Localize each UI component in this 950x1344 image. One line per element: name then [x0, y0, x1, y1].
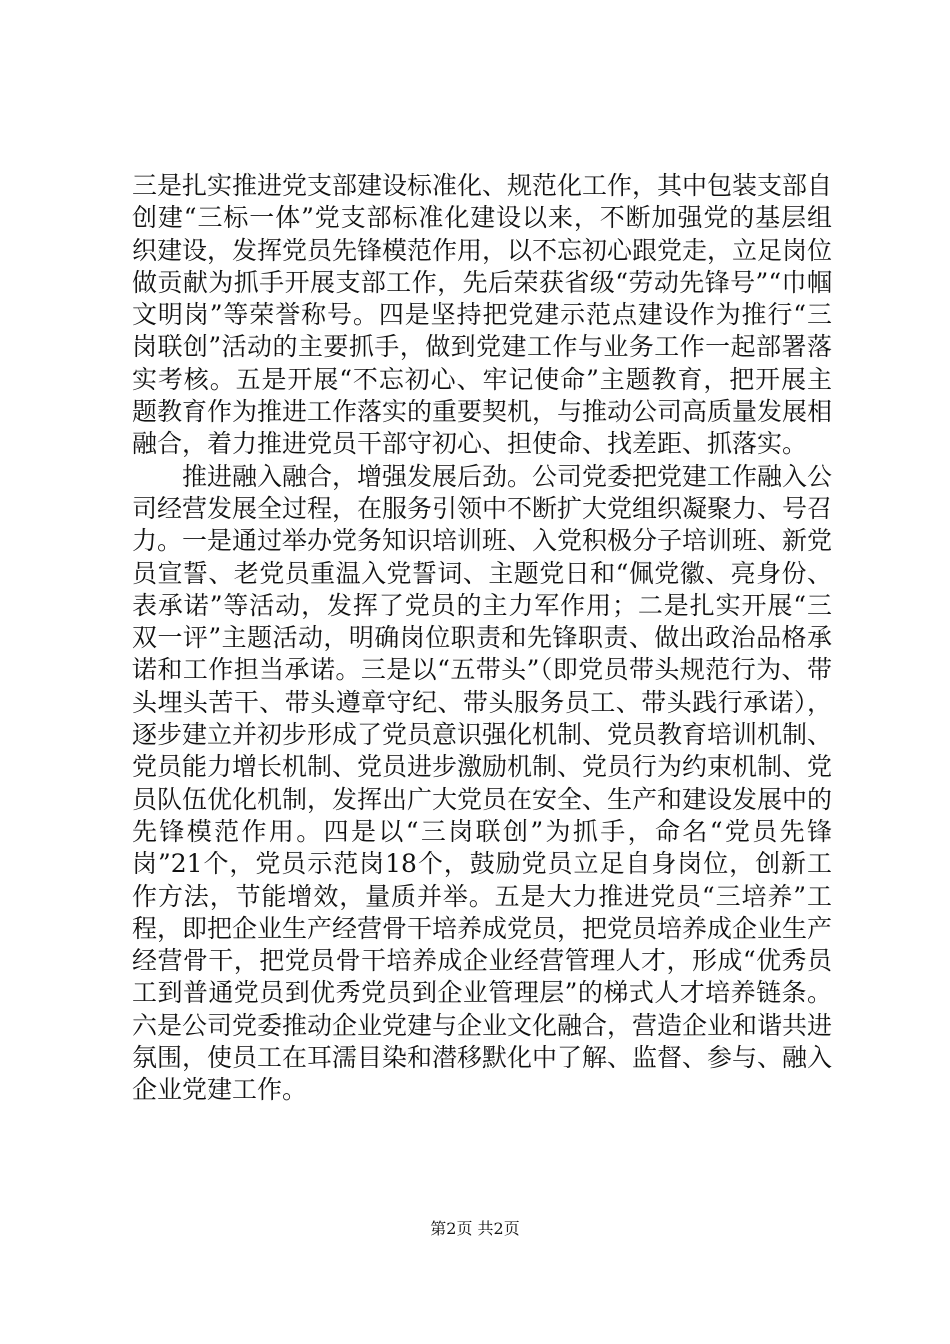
paragraph-continuation: 三是扎实推进党支部建设标准化、规范化工作，其中包装支部自创建“三标一体”党支部标准化建设以来，不断加强党的基层组织建设，发挥党员先锋模范作用，以不忘初心跟党走，立足岗位做贡献为抓手开展支部工作，先后荣获省级“劳动先锋号”“巾帼文明岗”等荣誉称号。四是坚持把党建示范点建设作为推行“三岗联创”活动的主要抓手，做到党建工作与业务工作一起部署落实考核。五是开展“不忘初心、牢记使命”主题教育，把开展主题教育作为推进工作落实的重要契机，与推动公司高质量发展相融合，着力推进党员干部守初心、担使命、找差距、抓落实。 — [132, 171, 833, 459]
page-footer: 第2页 共2页 — [430, 1219, 520, 1238]
paragraph-integration: 推进融入融合，增强发展后劲。公司党委把党建工作融入公司经营发展全过程，在服务引领中不断扩大党组织凝聚力、号召力。一是通过举办党务知识培训班、入党积极分子培训班、新党员宣誓、老党员重温入党誓词、主题党日和“佩党徽、亮身份、表承诺”等活动，发挥了党员的主力军作用；二是扎实开展“三双一评”主题活动，明确岗位职责和先锋职责、做出政治品格承诺和工作担当承诺。三是以“五带头”（即党员带头规范行为、带头埋头苦干、带头遵章守纪、带头服务员工、带头践行承诺），逐步建立并初步形成了党员意识强化机制、党员教育培训机制、党员能力增长机制、党员进步激励机制、党员行为约束机制、党员队伍优化机制，发挥出广大党员在安全、生产和建设发展中的先锋模范作用。四是以“三岗联创”为抓手，命名“党员先锋岗”21个，党员示范岗18个，鼓励党员立足自身岗位，创新工作方法，节能增效，量质并举。五是大力推进党员“三培养”工程，即把企业生产经营骨干培养成党员，把党员培养成企业生产经营骨干，把党员骨干培养成企业经营管理人才，形成“优秀员工到普通党员到优秀党员到企业管理层”的梯式人才培养链条。六是公司党委推动企业党建与企业文化融合，营造企业和谐共进氛围，使员工在耳濡目染和潜移默化中了解、监督、参与、融入企业党建工作。 — [132, 461, 833, 1105]
body-text — [132, 170, 832, 1107]
